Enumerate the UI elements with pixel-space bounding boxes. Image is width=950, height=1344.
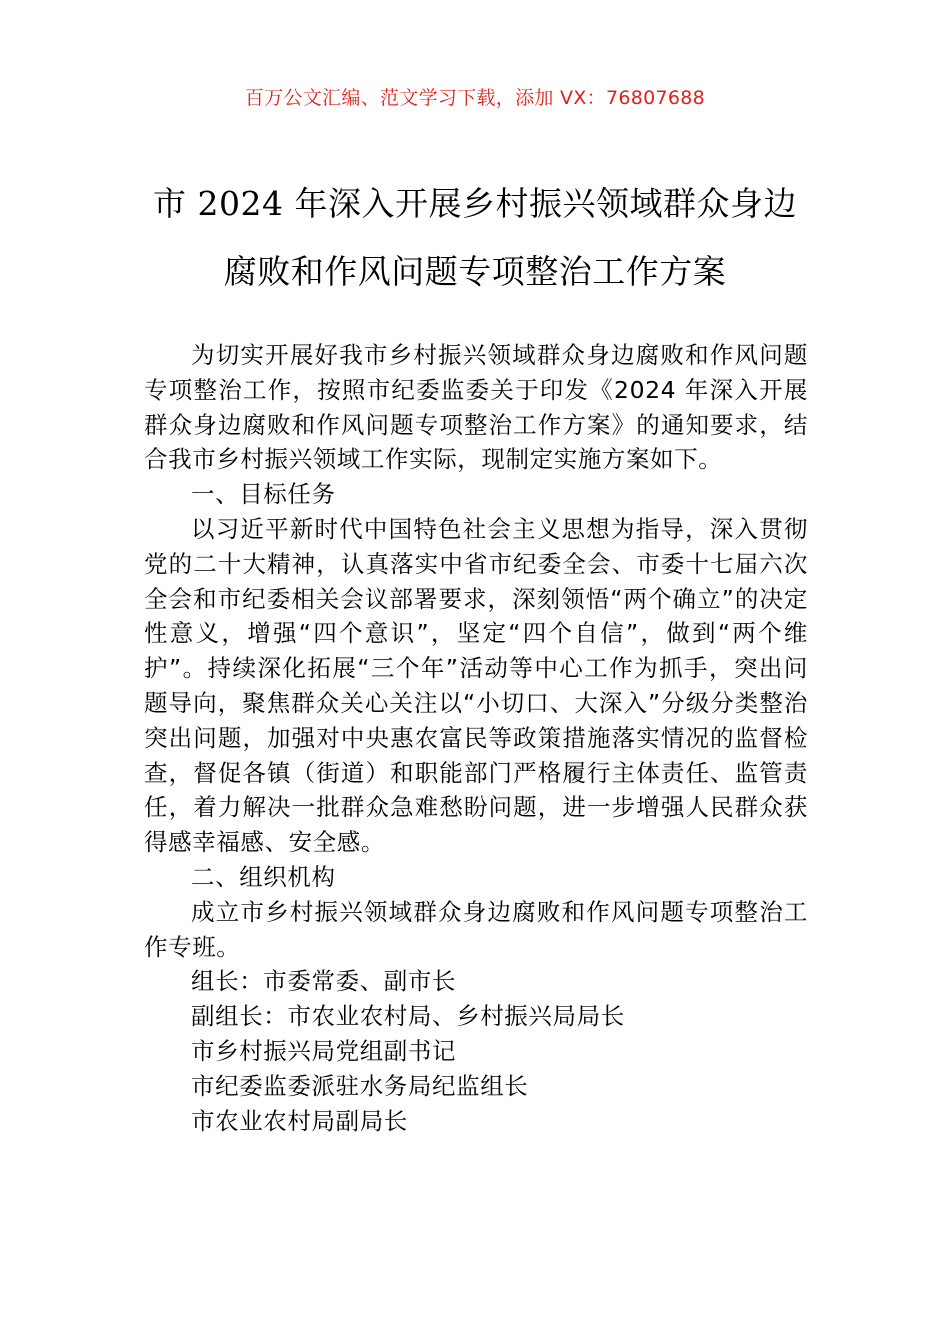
- section-body-objectives: 以习近平新时代中国特色社会主义思想为指导，深入贯彻党的二十大精神，认真落实中省市纪委全会、市委十七届六次全会和市纪委相关会议部署要求，深刻领悟“两个确立”的决定性意义，增强“四个意识”，坚定“四个自信”，做到“两个维护”。持续深化拓展“三个年”活动等中心工作为抓手，突出问题导向，聚焦群众关心关注以“小切口、大深入”分级分类整治突出问题，加强对中央惠农富民等政策措施落实情况的监督检查，督促各镇（街道）和职能部门严格履行主体责任、监管责任，着力解决一批群众急难愁盼问题，进一步增强人民群众获得感幸福感、安全感。: [144, 514, 808, 857]
- header-watermark-note: 百万公文汇编、范文学习下载，添加 VX：76807688: [244, 87, 706, 109]
- section-body-organization: 成立市乡村振兴领域群众身边腐败和作风问题专项整治工作专班。: [144, 897, 808, 961]
- member-line: 市纪委监委派驻水务局纪监组长: [191, 1071, 529, 1100]
- title-line-1: 市 2024 年深入开展乡村振兴领域群众身边: [153, 184, 797, 223]
- section-heading-organization: 二、组织机构: [191, 862, 336, 891]
- title-line-2: 腐败和作风问题专项整治工作方案: [223, 252, 727, 291]
- member-line: 市农业农村局副局长: [191, 1106, 408, 1135]
- document-title: [120, 170, 830, 306]
- document-body: [144, 338, 808, 1138]
- section-heading-objectives: 一、目标任务: [191, 480, 336, 509]
- intro-paragraph: 为切实开展好我市乡村振兴领域群众身边腐败和作风问题专项整治工作，按照市纪委监委关于印发《2024 年深入开展群众身边腐败和作风问题专项整治工作方案》的通知要求，结合我市乡村振兴领域工作实际，现制定实施方案如下。: [144, 341, 808, 474]
- member-line: 组长：市委常委、副市长: [191, 967, 457, 996]
- member-line: 副组长：市农业农村局、乡村振兴局局长: [191, 1002, 625, 1031]
- member-line: 市乡村振兴局党组副书记: [191, 1036, 457, 1065]
